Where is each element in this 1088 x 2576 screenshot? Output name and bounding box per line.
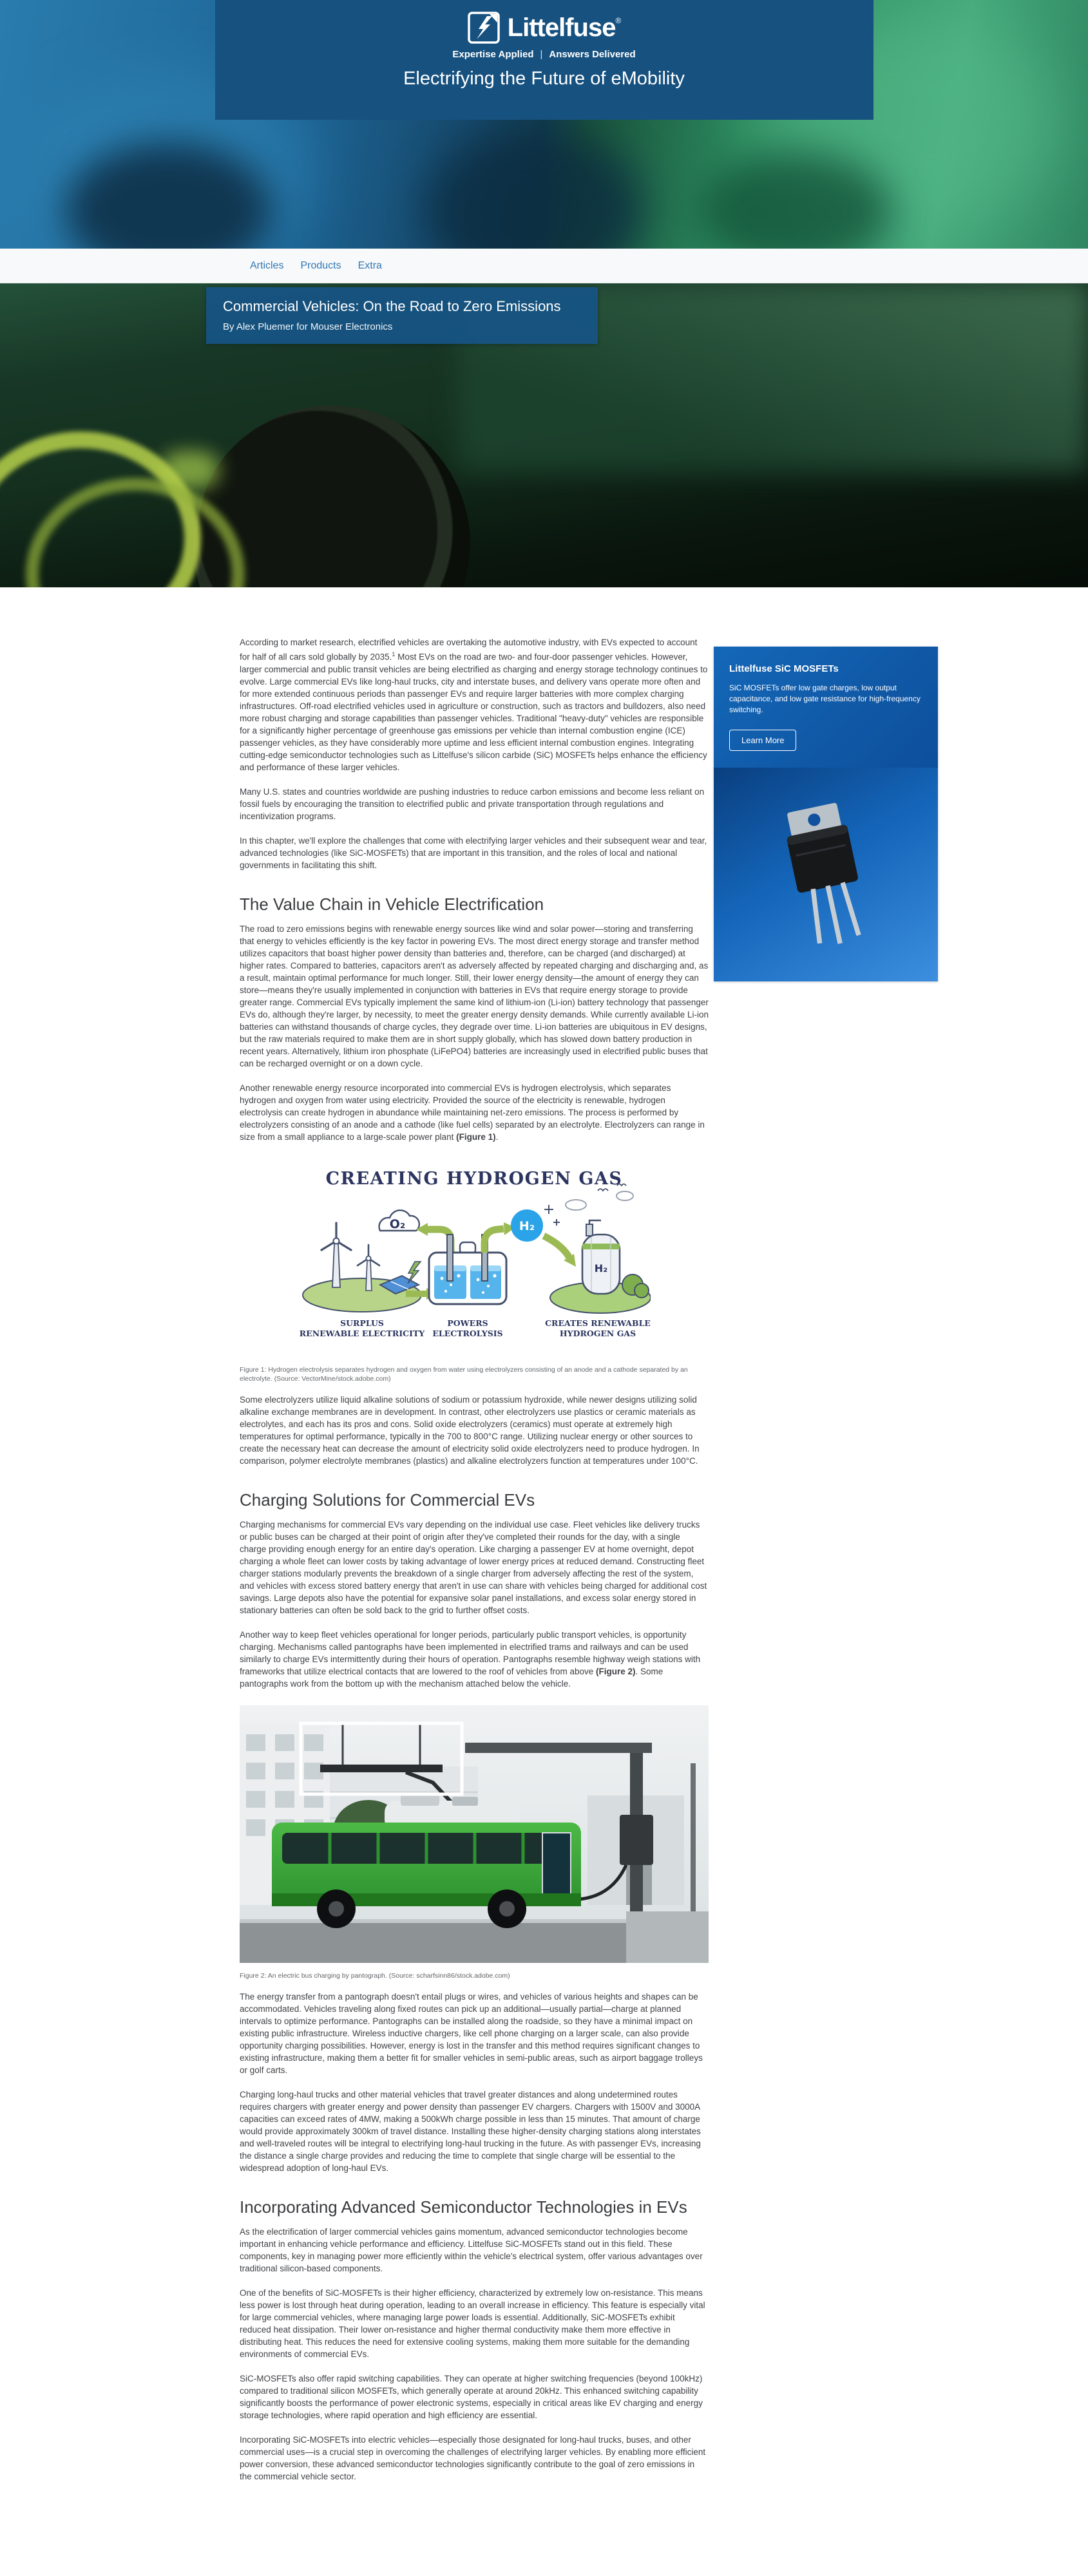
article-title: Commercial Vehicles: On the Road to Zero Emissions <box>223 298 561 314</box>
nav-link-products[interactable]: Products <box>300 260 341 271</box>
paragraph-opportunity-charging: Another way to keep fleet vehicles operational for longer periods, particularly public transport vehicles, is opportunity charging. Mechanisms called pantographs have been implemented in electrified trams and railways and can be used similarly to charge EVs intermittently during their hours of operation. Pantographs resemble highway weigh stations with frameworks that utilize electrical contacts that are lowered to the roof of vehicles from above (Figure 2). Some pantographs work from the bottom up with the mechanism attached below the vehicle. <box>240 1629 701 1689</box>
paragraph-regulations: Many U.S. states and countries worldwide are pushing industries to reduce carbon emissions and become less reliant on fossil fuels by encouraging the transition to electrified public and private transportation through regulations and incentivization programs. <box>240 786 705 821</box>
svg-text:HYDROGEN GAS: HYDROGEN GAS <box>559 1328 636 1338</box>
nav-link-extra[interactable]: Extra <box>358 260 382 271</box>
svg-text:CREATES RENEWABLE: CREATES RENEWABLE <box>545 1318 651 1328</box>
intro-paragraph: According to market research, electrified vehicles are overtaking the automotive industry, with EVs expected to account for half of all cars sold globally by 2035.$^1$ Most EVs on the road are two- and four-door passenger vehicles. However, larger commercial and public transit vehicles are being electrified as charging and energy storage technology continues to evolve. Large commercial EVs like long-haul trucks, city and interstate buses, and delivery vans operate more often and for more extended continuous periods than passenger EVs and require larger batteries with more complex charging infrastructures. Off-road electrified vehicles used in agriculture or construction, such as tractors and bulldozers, also need more robust charging and storage capabilities than passenger vehicles. Traditional "heavy-duty" vehicles are responsible for a significantly higher percentage of greenhouse gas emissions per vehicle than internal combustion engine (ICE) passenger vehicles, as they have considerably more uptime and less efficient internal combustion engines. Integrating cutting-edge semiconductor technologies such as Littelfuse's silicon carbide (SiC) MOSFETs helps enhance the efficiency and performance of these larger vehicles. <box>240 638 708 772</box>
hydrogen-diagram <box>298 1159 651 1357</box>
hero-charge-port-shadow <box>425 129 644 249</box>
svg-text:CREATING HYDROGEN GAS: CREATING HYDROGEN GAS <box>325 1168 623 1189</box>
brand-tagline: Expertise Applied | Answers Delivered <box>452 49 636 60</box>
article-body <box>240 636 709 2483</box>
paragraph-pantograph-benefits: The energy transfer from a pantograph doesn't entail plugs or wires, and vehicles of various heights and shapes can be accommodated. Vehicles traveling along fixed routes can pick up an additional—usually partial—charge at planned intervals to optimize performance. Pantographs can be installed along the roadside, so they have a minimal impact on existing public infrastructure. Wireless inductive chargers, like cell phone charging on a larger scale, can also provide opportunity charging possibilities. However, energy is lost in the transfer and this method requires significant changes to existing infrastructure, making them a better fit for smaller vehicles in semi-public areas, such as airport baggage trolleys or golf carts. <box>240 1991 703 2075</box>
paragraph-depot-charging: Charging mechanisms for commercial EVs vary depending on the individual use case. Fleet vehicles like delivery trucks or public buses can be charged at their point of origin after they've completed their rounds for the day, with a single charge providing enough energy for an entire day's operation. Like charging a passenger EV at home overnight, depot charging a whole fleet can lower costs by taking advantage of lower energy prices at reduced demand. Constructing fleet charger stations modularly prevents the breakdown of a single charger from adversely affecting the rest of the system, and vehicles with excess stored battery energy that aren't in use can share with vehicles being charged for additional cost savings. Large depots also have the potential for expansive solar panel installations, and excess solar energy stored in stationary batteries can often be sold back to the grid to further offset costs. <box>240 1519 707 1615</box>
paragraph-chapter-overview: In this chapter, we'll explore the challenges that come with electrifying larger vehicles and their subsequent wear and tear, advanced technologies (like SiC-MOSFETs) that are important in this transition, and the roles of local and national governments in facilitating this shift. <box>240 835 707 870</box>
heading-charging-solutions: Charging Solutions for Commercial EVs <box>240 1490 535 1510</box>
paragraph-value-chain: The road to zero emissions begins with renewable energy sources like wind and solar power—storing and transferring that energy to vehicles efficiently is the key factor in powering EVs. The most direct energy storage and transfer method utilizes capacitors that boast higher power density than batteries and, therefore, can be charged (and discharged) at higher rates. Compared to batteries, capacitors aren't as adversely affected by repeated charging and discharging and, as a result, maintain optimal performance for much longer. Still, their lower energy density—the amount of energy they can store—means they're usually implemented in conjunction with batteries in EVs that require energy storage to provide greater range. Commercial EVs typically implement the same kind of lithium-ion (Li-ion) battery technology that passenger EVs do, although they're larger, by necessity, to meet the greater energy density demands. While currently available Li-ion batteries can withstand thousands of charge cycles, they degrade over time. Li-ion batteries are ubiquitous in EV designs, but the raw materials required to make them are in short supply globally, which has slowed down battery production in recent years. Alternatively, lithium iron phosphate (LiFePO4) batteries are increasingly used in electrified public buses that can be recharged overnight or on a down cycle. <box>240 923 709 1068</box>
paragraph-semis-intro: As the electrification of larger commercial vehicles gains momentum, advanced semiconductor technologies become important in enhancing vehicle performance and efficiency. Littelfuse SiC-MOSFETs stand out in this field. These components, key in managing power more efficiently within the vehicle's electrical system, offer various advantages over traditional silicon-based components. <box>240 2226 703 2273</box>
top-hero-banner <box>0 0 1088 249</box>
figure2-reference: (Figure 2) <box>596 1666 636 1676</box>
learn-more-button[interactable]: Learn More <box>729 730 796 751</box>
registered-mark: ® <box>615 16 621 25</box>
sic-mosfet-product-image <box>714 768 938 981</box>
littelfuse-logo-text: Littelfuse® <box>507 14 621 42</box>
article-hero-image <box>0 283 1088 587</box>
svg-text:H₂: H₂ <box>594 1262 608 1274</box>
svg-text:POWERS: POWERS <box>447 1318 488 1328</box>
heading-value-chain: The Value Chain in Vehicle Electrification <box>240 894 544 914</box>
banner-title: Electrifying the Future of eMobility <box>403 68 685 89</box>
svg-text:O₂: O₂ <box>389 1217 406 1231</box>
electric-bus-photo <box>240 1705 709 1963</box>
figure1 <box>240 1159 709 1360</box>
footnote-reference[interactable]: 1 <box>392 651 396 658</box>
paragraph-long-haul-charging: Charging long-haul trucks and other material vehicles that travel greater distances and along undetermined routes requires chargers with greater energy and power density than passenger EV chargers. Chargers with 1500V and 3000A capacities can exceed rates of 4MW, making a 500kWh charge possible in less than 15 minutes. That amount of charge would provide approximately 300km of travel distance. Installing these higher-density charging stations along interstates and well-traveled routes will be integral to electrifying long-haul trucking in the future. As with passenger EVs, increasing the distance a single charge provides and reducing the time to complete that single charge will be essential to the widespread adoption of long-haul EVs. <box>240 2089 701 2173</box>
paragraph-hydrogen: Another renewable energy resource incorporated into commercial EVs is hydrogen electrolysis, which separates hydrogen and oxygen from water using electricity. Provided the source of the electricity is renewable, hydrogen electrolysis can create hydrogen in abundance while maintaining net-zero emissions. The process is performed by electrolyzers consisting of an anode and a cathode (like fuel cells) separated by an electrolyte. Electrolyzers can range in size from a small appliance to a large-scale power plant (Figure 1). <box>240 1083 705 1142</box>
paragraph-sic-switching: SiC-MOSFETs also offer rapid switching capabilities. They can operate at higher switching frequencies (beyond 100kHz) compared to traditional silicon MOSFETs, which generally operate at around 20kHz. This enhanced switching capability significantly boosts the performance of power electronic systems, especially in critical areas like EV charging and energy storage technologies, where rapid operation and high efficiency are essential. <box>240 2373 703 2420</box>
svg-text:ELECTROLYSIS: ELECTROLYSIS <box>432 1328 503 1338</box>
littelfuse-logo <box>215 12 873 44</box>
figure1-caption: Figure 1: Hydrogen electrolysis separates hydrogen and oxygen from water using electrolyzers consisting of an anode and a cathode separated by an electrolyte. (Source: VectorMine/stock.adobe.com) <box>240 1365 688 1383</box>
nav-link-articles[interactable]: Articles <box>250 260 284 271</box>
promo-card-body: SiC MOSFETs offer low gate charges, low output capacitance, and low gate resistance for high-frequency switching. <box>729 683 921 714</box>
paragraph-sic-efficiency: One of the benefits of SiC-MOSFETs is their higher efficiency, characterized by extremely low on-resistance. This means less power is lost through heat during operation, leading to an overall increase in efficiency. This feature is especially vital for large commercial vehicles, where managing large power loads is essential. Additionally, SiC-MOSFETs exhibit reduced heat dissipation. Their lower on-resistance and higher thermal conductivity make them more effective in distributing heat. This reduces the need for extensive cooling systems, making them more suitable for the demanding environments of commercial EVs. <box>240 2287 705 2359</box>
figure2 <box>240 1705 709 1966</box>
promo-card-heading: Littelfuse SiC MOSFETs <box>729 663 839 674</box>
svg-text:H₂: H₂ <box>519 1218 535 1233</box>
article-title-overlay <box>206 287 598 344</box>
svg-text:RENEWABLE ELECTRICITY: RENEWABLE ELECTRICITY <box>299 1328 425 1338</box>
promo-card <box>714 647 938 981</box>
transistor-illustration <box>760 791 892 958</box>
promo-card-text <box>714 647 938 768</box>
svg-text:SURPLUS: SURPLUS <box>340 1318 384 1328</box>
brand-header <box>215 0 873 120</box>
main-nav <box>0 249 1088 283</box>
figure2-caption: Figure 2: An electric bus charging by pantograph. (Source: scharfsinn86/stock.adobe.com) <box>240 1971 510 1980</box>
article-byline: By Alex Pluemer for Mouser Electronics <box>223 321 393 332</box>
littelfuse-logo-icon <box>468 12 500 44</box>
heading-semiconductor-tech: Incorporating Advanced Semiconductor Technologies in EVs <box>240 2197 687 2217</box>
figure1-reference: (Figure 1) <box>456 1132 496 1142</box>
article-content <box>0 587 1088 2527</box>
paragraph-conclusion: Incorporating SiC-MOSFETs into electric vehicles—especially those designated for long-haul trucks, buses, and other commercial uses—is a crucial step in overcoming the challenges of electrifying larger vehicles. By enabling more efficient power conversion, these advanced semiconductor technologies significantly contribute to the goal of zero emissions in the commercial vehicle sector. <box>240 2434 706 2481</box>
paragraph-electrolyzer-types: Some electrolyzers utilize liquid alkaline solutions of sodium or potassium hydroxide, while newer designs utilizing solid alkaline exchange membranes are in development. In contrast, other electrolyzers use plastics or ceramic materials as electrolytes, and each has its pros and cons. Solid oxide electrolyzers (ceramics) must operate at extremely high temperatures for optimal performance, typically in the 700 to 800°C range. Utilizing nuclear energy or other sources to create the necessary heat can decrease the amount of electricity solid oxide electrolyzers need to produce hydrogen. In comparison, polymer electrolyte membranes (plastics) and alkaline electrolyzers function at temperatures under 100°C. <box>240 1394 700 1466</box>
tagline-separator: | <box>540 49 543 60</box>
